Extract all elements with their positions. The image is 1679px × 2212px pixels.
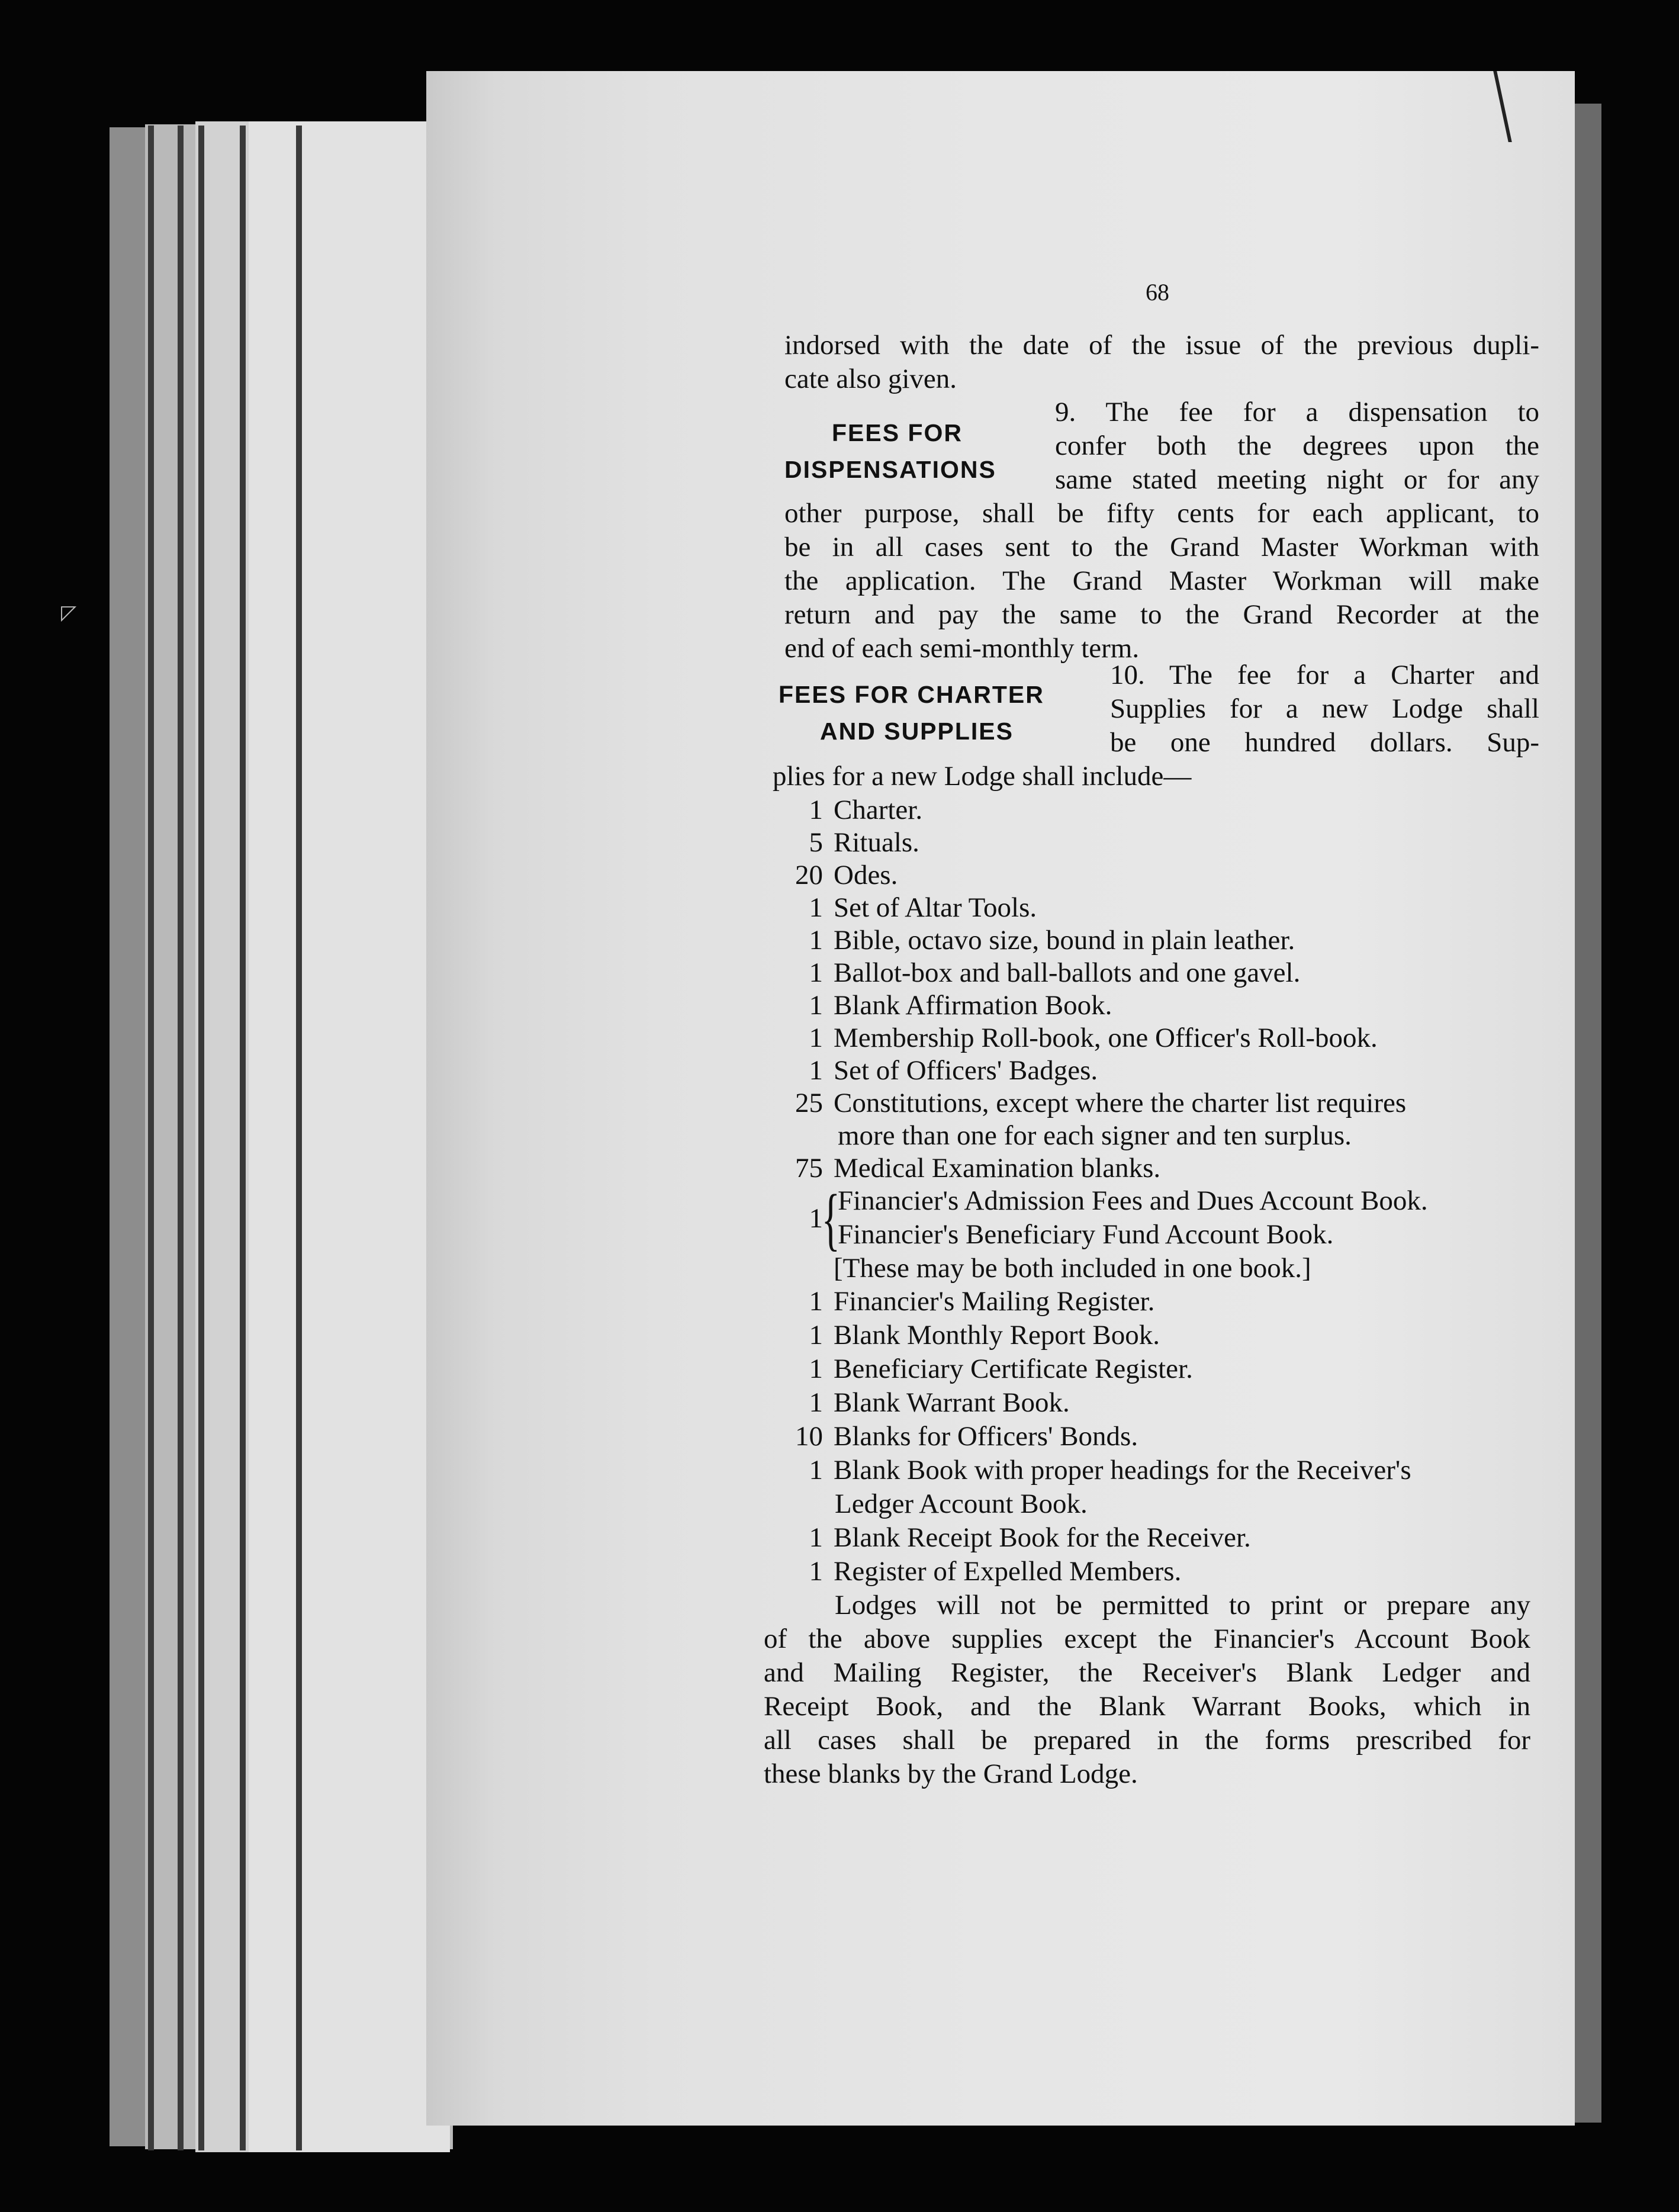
item-continuation: more than one for each signer and ten surplus. — [838, 1120, 1352, 1151]
page-edge-line — [148, 126, 154, 2150]
list-item — [764, 989, 1112, 1023]
paragraph-line: 9. The fee for a dispensation to — [1055, 397, 1539, 427]
paragraph-line: confer both the degrees upon the — [1055, 430, 1539, 461]
item-quantity: 1 — [809, 990, 823, 1021]
section-heading: DISPENSATIONS — [784, 456, 996, 483]
item-quantity: 1 — [809, 1320, 823, 1351]
section-heading: FEES FOR — [832, 419, 963, 446]
item-quantity: 1 — [809, 925, 823, 956]
paragraph-line: return and pay the same to the Grand Recorder at the — [784, 599, 1539, 630]
item-description: Register of Expelled Members. — [834, 1556, 1182, 1587]
page-edge-line — [296, 126, 302, 2150]
item-description: Blank Warrant Book. — [834, 1387, 1070, 1418]
list-item — [764, 1352, 1193, 1386]
item-quantity: 25 — [795, 1088, 823, 1118]
list-item — [764, 1086, 1406, 1120]
item-description: Financier's Mailing Register. — [834, 1286, 1155, 1317]
paragraph-line: end of each semi-monthly term. — [784, 633, 1140, 664]
paragraph-line: 10. The fee for a Charter and — [1110, 660, 1539, 690]
intro-line: cate also given. — [784, 364, 957, 394]
paragraph-line: Supplies for a new Lodge shall — [1110, 693, 1539, 724]
page-stack-edge — [249, 121, 450, 2152]
list-item — [764, 793, 922, 827]
item-description: Charter. — [834, 795, 923, 825]
list-item — [764, 1285, 1154, 1319]
item-quantity: 1 — [809, 1286, 823, 1317]
list-item — [764, 1420, 1138, 1454]
section-heading: AND SUPPLIES — [820, 718, 1014, 745]
item-quantity: 75 — [795, 1153, 823, 1184]
page-edge-line — [198, 126, 204, 2150]
list-item — [764, 1386, 1070, 1420]
item-continuation: Ledger Account Book. — [835, 1488, 1088, 1519]
item-description: Blanks for Officers' Bonds. — [834, 1421, 1138, 1452]
item-description: Ballot-box and ball-ballots and one gavel. — [834, 957, 1301, 988]
item-quantity: 5 — [809, 827, 823, 858]
list-item — [764, 1054, 1098, 1088]
paragraph-line: same stated meeting night or for any — [1055, 464, 1539, 495]
scan-mark-icon: ◸ — [61, 601, 77, 625]
closing-line: Receipt Book, and the Blank Warrant Books, which in — [764, 1691, 1530, 1722]
item-quantity: 1 — [809, 795, 823, 825]
item-description: Membership Roll-book, one Officer's Roll-book. — [834, 1023, 1378, 1053]
page-number: 68 — [1146, 279, 1169, 306]
item-description: Medical Examination blanks. — [834, 1153, 1161, 1184]
item-description: Rituals. — [834, 827, 919, 858]
item-quantity: 20 — [795, 860, 823, 890]
item-quantity: 1 — [809, 1455, 823, 1486]
item-description: Bible, octavo size, bound in plain leather. — [834, 925, 1295, 956]
list-item — [764, 1454, 1411, 1487]
item-description: Blank Affirmation Book. — [834, 990, 1112, 1021]
paragraph-line: plies for a new Lodge shall include— — [773, 761, 1192, 792]
section-heading: FEES FOR CHARTER — [779, 681, 1044, 708]
item-description: Set of Altar Tools. — [834, 892, 1037, 923]
item-quantity: 1 — [809, 1055, 823, 1086]
list-item — [764, 1319, 1160, 1352]
item-quantity: 1 — [809, 957, 823, 988]
item-quantity: 1 — [809, 1387, 823, 1418]
item-description: Blank Book with proper headings for the Receiver's — [834, 1455, 1411, 1486]
item-quantity: 1 — [809, 1556, 823, 1587]
closing-line: these blanks by the Grand Lodge. — [764, 1758, 1138, 1789]
item-description: Blank Monthly Report Book. — [834, 1320, 1160, 1351]
paragraph-line: other purpose, shall be fifty cents for each applicant, to — [784, 498, 1539, 529]
grouped-item: Financier's Admission Fees and Dues Account Book. — [838, 1185, 1428, 1216]
item-description: Odes. — [834, 860, 898, 890]
closing-line: Lodges will not be permitted to print or prepare any — [835, 1590, 1530, 1621]
item-quantity: 1 — [809, 1023, 823, 1053]
list-item — [764, 1521, 1251, 1555]
paragraph-line: the application. The Grand Master Workman will make — [784, 565, 1539, 596]
item-description: Set of Officers' Badges. — [834, 1055, 1098, 1086]
item-quantity: 1 — [809, 1522, 823, 1553]
page-shadow — [1575, 104, 1601, 2123]
item-quantity: 10 — [795, 1421, 823, 1452]
item-quantity: 1 — [809, 1353, 823, 1384]
page-edge-line — [240, 126, 246, 2150]
item-description: Blank Receipt Book for the Receiver. — [834, 1522, 1251, 1553]
item-description: Constitutions, except where the charter list requires — [834, 1088, 1407, 1118]
grouped-item: Financier's Beneficiary Fund Account Book. — [838, 1219, 1334, 1250]
item-description: Beneficiary Certificate Register. — [834, 1353, 1193, 1384]
list-item — [764, 1021, 1378, 1055]
item-quantity: 1 — [809, 892, 823, 923]
grouped-item-note: [These may be both included in one book.] — [834, 1253, 1311, 1284]
closing-line: of the above supplies except the Financier's Account Book — [764, 1623, 1530, 1654]
list-item — [764, 826, 919, 860]
closing-line: all cases shall be prepared in the forms prescribed for — [764, 1725, 1530, 1756]
list-item — [764, 924, 1295, 957]
grouped-item-quantity: 1 — [809, 1203, 823, 1234]
paragraph-line: be one hundred dollars. Sup- — [1110, 727, 1539, 758]
list-item — [764, 891, 1037, 925]
closing-line: and Mailing Register, the Receiver's Blank Ledger and — [764, 1657, 1530, 1688]
brace-glyph: { — [821, 1180, 840, 1258]
paragraph-line: be in all cases sent to the Grand Master Workman with — [784, 532, 1539, 562]
intro-line: indorsed with the date of the issue of the previous dupli- — [784, 330, 1539, 361]
list-item — [764, 1555, 1181, 1589]
list-item — [764, 859, 898, 892]
list-item — [764, 956, 1300, 990]
page-edge-line — [178, 126, 184, 2150]
